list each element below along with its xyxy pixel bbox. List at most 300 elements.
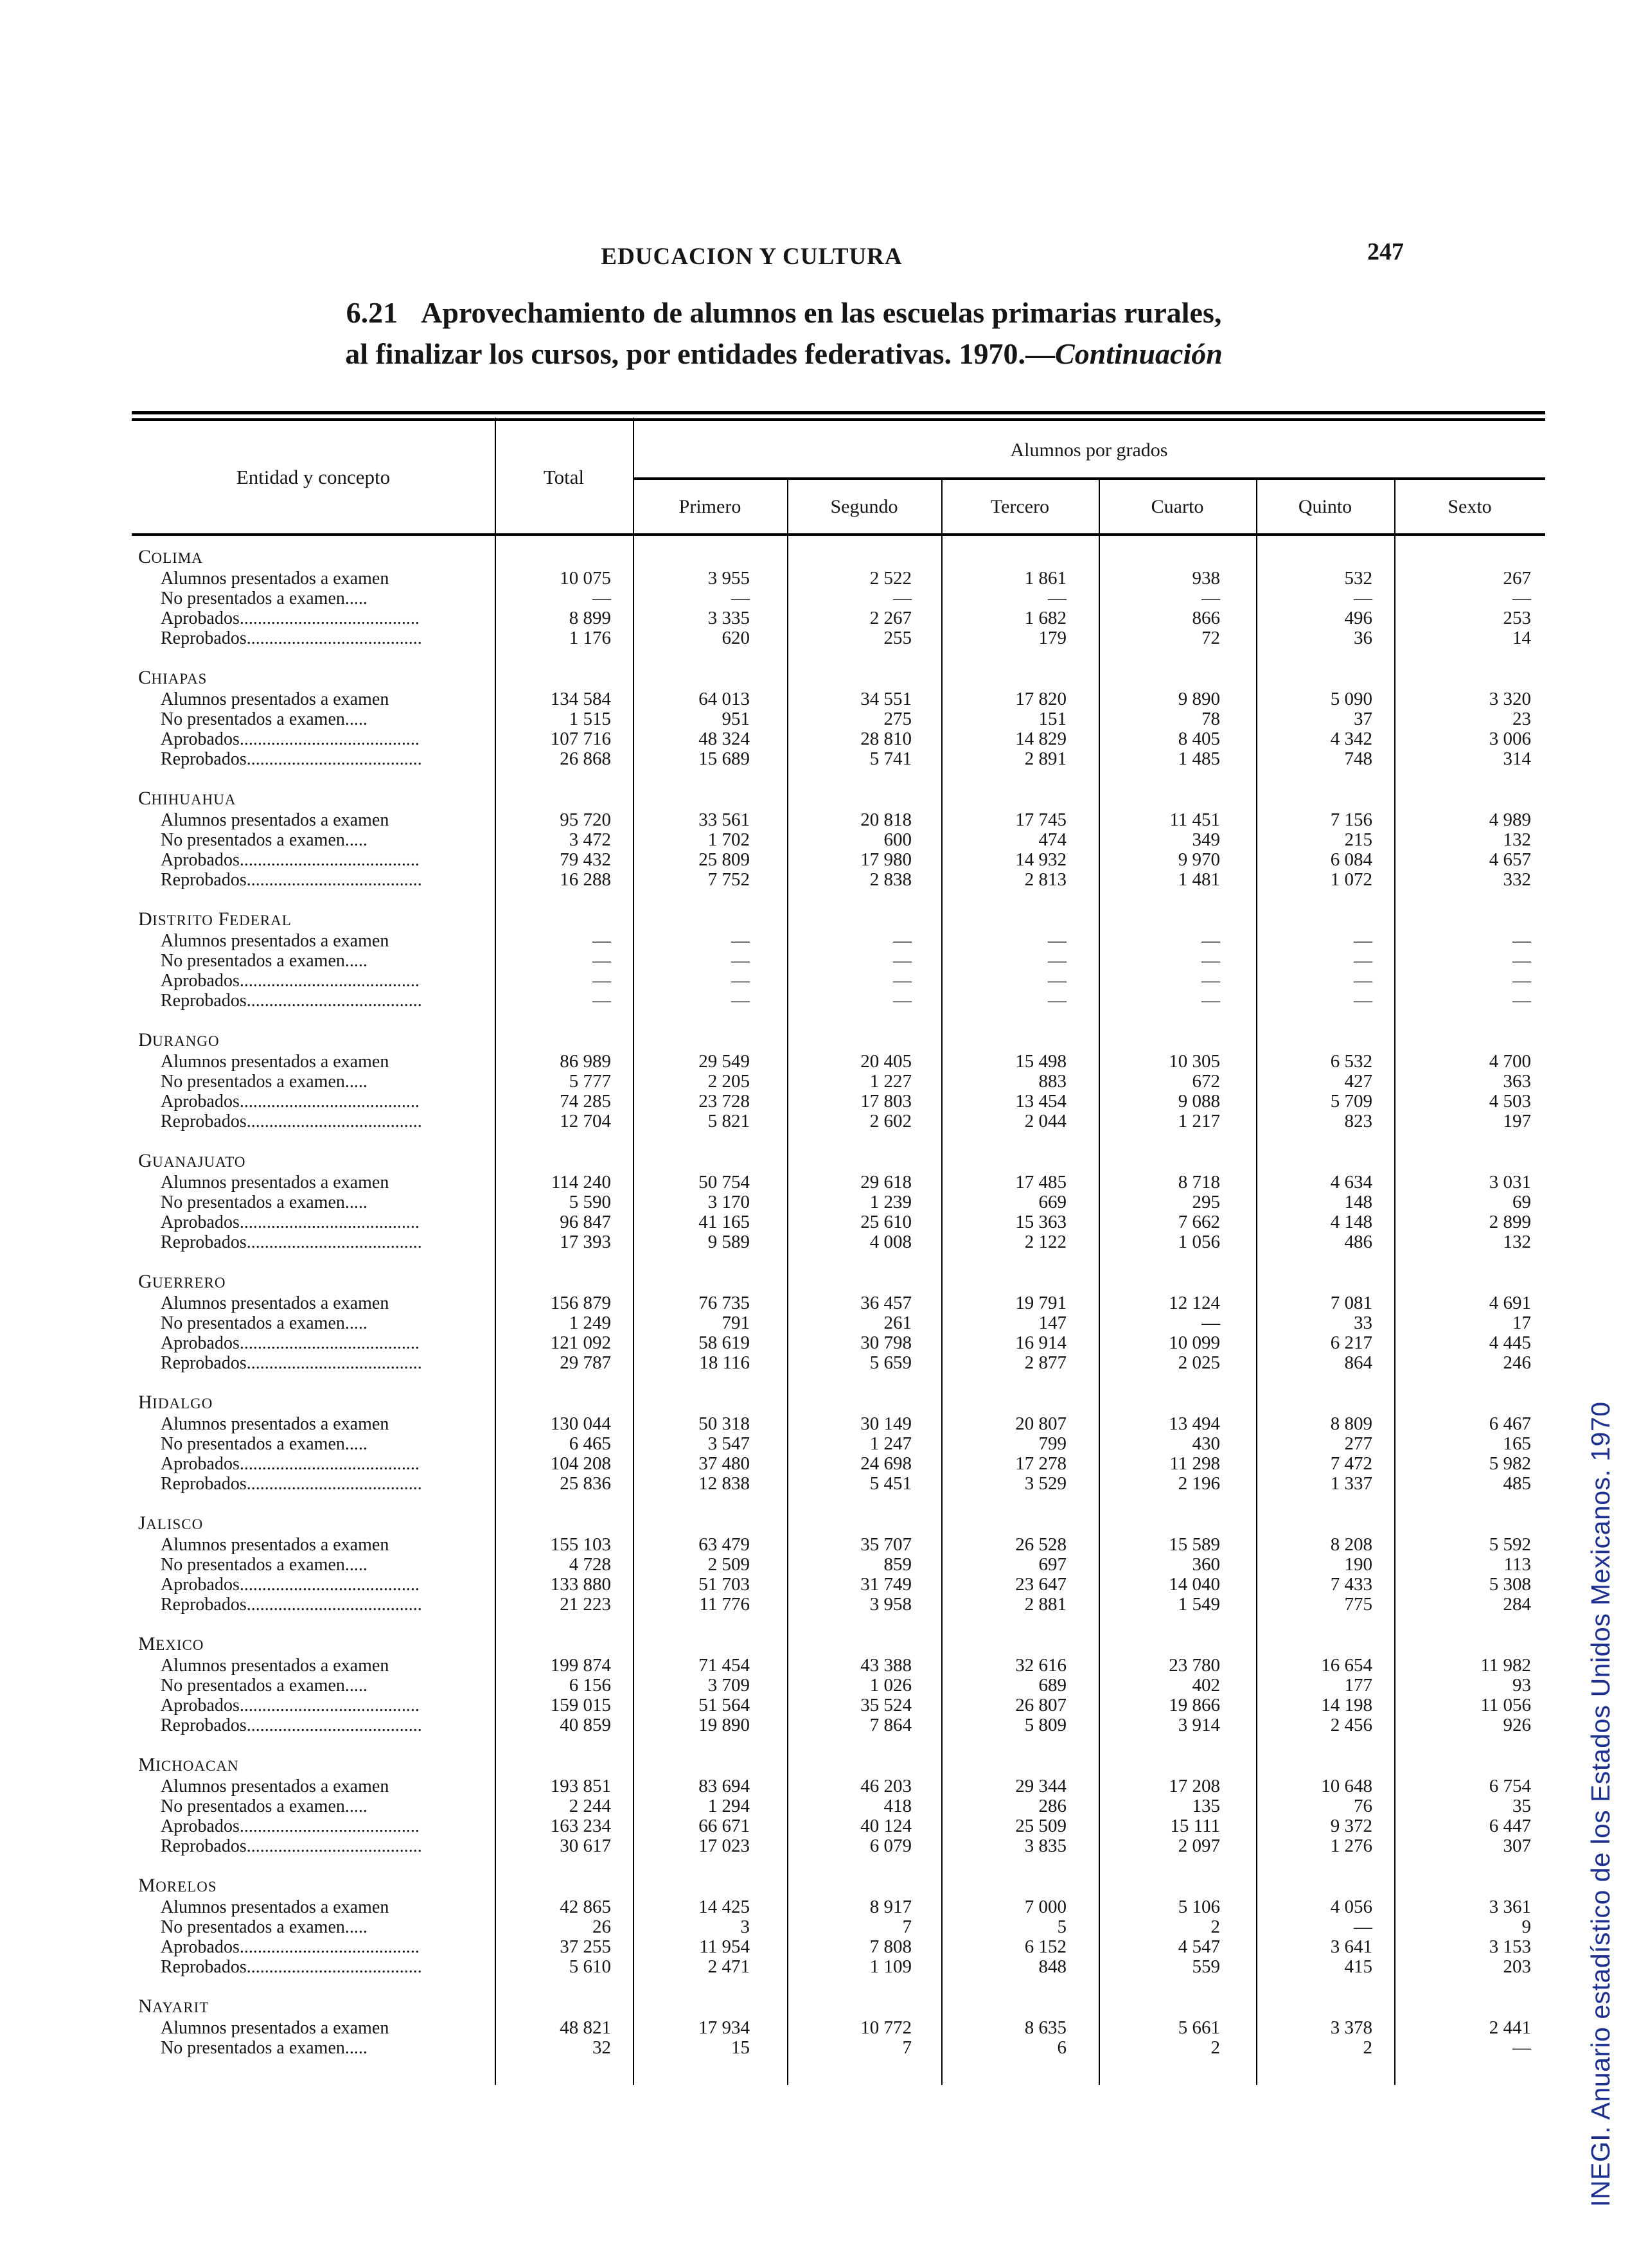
state-name: DURANGO	[138, 1029, 220, 1050]
grade-cell: 9 372	[1330, 1816, 1372, 1836]
grade-cell: 20 807	[1015, 1413, 1067, 1434]
grade-cell: 2 044	[1024, 1111, 1067, 1131]
grade-cell: 3 955	[707, 568, 750, 589]
grade-cell: 2 509	[707, 1554, 750, 1575]
state-name: DISTRITO FEDERAL	[138, 908, 292, 930]
grade-cell: 3 529	[1024, 1473, 1067, 1494]
table-row	[132, 1715, 1545, 1735]
grade-cell: 864	[1344, 1352, 1372, 1373]
grade-cell: 4 342	[1330, 729, 1372, 749]
grade-cell: 26 528	[1015, 1534, 1067, 1555]
total-cell: 17 393	[560, 1232, 611, 1252]
grade-cell: —	[1048, 990, 1067, 1011]
grade-cell: 8 809	[1330, 1413, 1372, 1434]
grade-cell: 6 217	[1330, 1333, 1372, 1353]
table-row	[132, 1192, 1545, 1212]
row-label: No presentados a examen.....	[161, 589, 368, 608]
grade-cell: 267	[1503, 568, 1531, 589]
grade-cell: 13 454	[1015, 1091, 1067, 1112]
grade-cell: —	[893, 950, 912, 971]
grade-cell: 15 498	[1015, 1051, 1067, 1072]
grade-cell: 2 471	[707, 1956, 750, 1977]
total-cell: 104 208	[550, 1453, 611, 1474]
grade-cell: 284	[1503, 1594, 1531, 1615]
total-cell: 79 432	[560, 849, 611, 870]
grade-cell: 17 278	[1015, 1453, 1067, 1474]
grade-cell: 669	[1038, 1192, 1067, 1212]
grade-cell: 1 217	[1178, 1111, 1220, 1131]
table-row	[132, 2038, 1545, 2058]
grade-cell: 5 659	[869, 1352, 912, 1373]
grade-cell: 2	[1210, 1917, 1220, 1937]
grade-cell: 40 124	[860, 1816, 912, 1836]
grade-cell: 6 532	[1330, 1051, 1372, 1072]
grade-cell: 427	[1344, 1071, 1372, 1092]
column-divider	[1256, 479, 1257, 2085]
grade-cell: 23 780	[1169, 1655, 1220, 1676]
grade-cell: —	[1512, 950, 1531, 971]
total-cell: 2 244	[569, 1796, 611, 1816]
grade-cell: 3 006	[1489, 729, 1531, 749]
table-row	[132, 1313, 1545, 1333]
row-label: Aprobados........................................	[161, 1937, 420, 1957]
column-group-header: Alumnos por grados	[1010, 439, 1168, 461]
grade-cell: 13 494	[1169, 1413, 1220, 1434]
grade-cell: 275	[883, 709, 912, 729]
grade-cell: 1 276	[1330, 1836, 1372, 1856]
grade-cell: 3 835	[1024, 1836, 1067, 1856]
grade-cell: 29 344	[1015, 1776, 1067, 1796]
row-label: Reprobados.......................................	[161, 628, 422, 648]
grade-cell: 50 754	[698, 1172, 750, 1192]
table-row	[132, 749, 1545, 769]
grade-cell: 5 982	[1489, 1453, 1531, 1474]
grade-cell: 277	[1344, 1433, 1372, 1454]
grade-cell: 748	[1344, 749, 1372, 769]
grade-cell: 3 914	[1178, 1715, 1220, 1735]
grade-cell: 25 610	[860, 1212, 912, 1232]
grade-cell: 64 013	[698, 689, 750, 709]
grade-cell: —	[1512, 970, 1531, 991]
grade-cell: 14	[1512, 628, 1531, 648]
total-cell: 5 610	[569, 1956, 611, 1977]
row-label: No presentados a examen.....	[161, 2038, 368, 2058]
grade-cell: 2 267	[869, 608, 912, 628]
grade-cell: 1 227	[869, 1071, 912, 1092]
grade-cell: 3 153	[1489, 1936, 1531, 1957]
grade-cell: 3 378	[1330, 2017, 1372, 2038]
grade-cell: 5 821	[707, 1111, 750, 1131]
grade-cell: —	[1201, 950, 1220, 971]
grade-cell: 16 654	[1321, 1655, 1372, 1676]
grade-cell: 7 433	[1330, 1574, 1372, 1595]
row-label: Reprobados.......................................	[161, 1715, 422, 1735]
grade-cell: 559	[1192, 1956, 1220, 1977]
grade-cell: 3 335	[707, 608, 750, 628]
state-block	[132, 1028, 1545, 1131]
grade-cell: —	[1354, 950, 1372, 971]
total-cell: 96 847	[560, 1212, 611, 1232]
row-label: Aprobados........................................	[161, 1816, 420, 1836]
grade-cell: 2	[1363, 2037, 1372, 2058]
total-cell: —	[592, 588, 611, 608]
grade-cell: 14 040	[1169, 1574, 1220, 1595]
row-label: Alumnos presentados a examen	[161, 1656, 389, 1676]
row-label: Alumnos presentados a examen	[161, 1776, 389, 1796]
table-row	[132, 870, 1545, 890]
grade-cell: 3 547	[707, 1433, 750, 1454]
grade-cell: 148	[1344, 1192, 1372, 1212]
total-cell: 156 879	[550, 1293, 611, 1313]
table-row	[132, 1454, 1545, 1474]
grade-cell: 7 752	[707, 869, 750, 890]
grade-cell: 2 122	[1024, 1232, 1067, 1252]
row-label: No presentados a examen.....	[161, 1676, 368, 1696]
row-label: Alumnos presentados a examen	[161, 689, 389, 709]
grade-cell: 11 954	[699, 1936, 750, 1957]
column-header-total: Total	[543, 465, 585, 488]
grade-cell: 1 109	[869, 1956, 912, 1977]
grade-cell: 37 480	[698, 1453, 750, 1474]
table-row	[132, 1173, 1545, 1192]
grade-cell: 620	[722, 628, 750, 648]
grade-cell: 78	[1201, 709, 1220, 729]
total-cell: 4 728	[569, 1554, 611, 1575]
grade-cell: 261	[883, 1313, 912, 1333]
row-label: Aprobados........................................	[161, 1333, 420, 1353]
table-row	[132, 1575, 1545, 1595]
row-label: No presentados a examen.....	[161, 951, 368, 971]
grade-cell: 17 485	[1015, 1172, 1067, 1192]
grade-cell: 689	[1038, 1675, 1067, 1696]
total-cell: 48 821	[560, 2017, 611, 2038]
grade-cell: 486	[1344, 1232, 1372, 1252]
grade-cell: —	[731, 588, 750, 608]
table-row	[132, 1796, 1545, 1816]
grade-cell: 1 239	[869, 1192, 912, 1212]
row-label: No presentados a examen.....	[161, 1072, 368, 1092]
row-label: Alumnos presentados a examen	[161, 931, 389, 951]
grade-cell: 19 791	[1015, 1293, 1067, 1313]
total-cell: 163 234	[550, 1816, 611, 1836]
grade-cell: 135	[1192, 1796, 1220, 1816]
grade-cell: 14 425	[698, 1897, 750, 1917]
row-label: Aprobados........................................	[161, 608, 420, 628]
continuation-label: Continuación	[1055, 337, 1223, 370]
state-block	[132, 1874, 1545, 1977]
grade-cell: 12 124	[1169, 1293, 1220, 1313]
total-cell: —	[592, 950, 611, 971]
table-row	[132, 1656, 1545, 1676]
grade-cell: 46 203	[860, 1776, 912, 1796]
grade-cell: 10 772	[860, 2017, 912, 2038]
column-header-primero: Primero	[678, 495, 741, 517]
row-label: Reprobados.......................................	[161, 749, 422, 769]
state-name: COLIMA	[138, 546, 203, 567]
grade-cell: 17 208	[1169, 1776, 1220, 1796]
table-row	[132, 589, 1545, 608]
grade-cell: 17	[1512, 1313, 1531, 1333]
total-cell: 26	[592, 1917, 611, 1937]
table-row	[132, 1676, 1545, 1696]
grade-cell: 7 864	[869, 1715, 912, 1735]
grade-cell: 2	[1210, 2037, 1220, 2058]
grade-cell: 11 298	[1169, 1453, 1220, 1474]
grade-cell: 76 735	[698, 1293, 750, 1313]
grade-cell: 9	[1521, 1917, 1531, 1937]
grade-cell: 7 000	[1024, 1897, 1067, 1917]
grade-cell: 23	[1512, 709, 1531, 729]
table-row	[132, 1917, 1545, 1937]
column-header-segundo: Segundo	[830, 495, 898, 517]
grade-cell: —	[731, 930, 750, 951]
grade-cell: 418	[883, 1796, 912, 1816]
grade-cell: 36 457	[860, 1293, 912, 1313]
grade-cell: —	[1048, 930, 1067, 951]
row-label: Aprobados........................................	[161, 971, 420, 991]
grade-cell: 25 809	[698, 849, 750, 870]
column-header-tercero: Tercero	[990, 495, 1050, 517]
grade-cell: 29 618	[860, 1172, 912, 1192]
grade-cell: 2 602	[869, 1111, 912, 1131]
grade-cell: 16 914	[1015, 1333, 1067, 1353]
grade-cell: 32 616	[1015, 1655, 1067, 1676]
grade-cell: 1 485	[1178, 749, 1220, 769]
grade-cell: 286	[1038, 1796, 1067, 1816]
grade-cell: 66 671	[698, 1816, 750, 1836]
grade-cell: 415	[1344, 1956, 1372, 1977]
total-cell: 37 255	[560, 1936, 611, 1957]
grade-cell: 30 798	[860, 1333, 912, 1353]
total-cell: 42 865	[560, 1897, 611, 1917]
column-divider	[633, 418, 634, 2085]
grade-cell: 93	[1512, 1675, 1531, 1696]
column-header-quinto: Quinto	[1298, 495, 1352, 517]
table-row	[132, 1434, 1545, 1454]
grade-cell: 132	[1503, 829, 1531, 850]
row-label: No presentados a examen.....	[161, 1192, 368, 1212]
grade-cell: 37	[1354, 709, 1372, 729]
grade-cell: 799	[1038, 1433, 1067, 1454]
grade-cell: 23 728	[698, 1091, 750, 1112]
grade-cell: 791	[722, 1313, 750, 1333]
total-cell: 8 899	[569, 608, 611, 628]
grade-cell: 349	[1192, 829, 1220, 850]
table-row	[132, 1212, 1545, 1232]
grade-cell: 1 337	[1330, 1473, 1372, 1494]
grade-cell: 1 481	[1178, 869, 1220, 890]
table-row	[132, 1897, 1545, 1917]
grade-cell: 1 682	[1024, 608, 1067, 628]
state-name: JALISCO	[138, 1512, 204, 1534]
total-cell: —	[592, 970, 611, 991]
grade-cell: —	[1512, 990, 1531, 1011]
table-row	[132, 850, 1545, 870]
grade-cell: 1 056	[1178, 1232, 1220, 1252]
state-name: MICHOACAN	[138, 1754, 239, 1775]
grade-cell: 51 564	[698, 1695, 750, 1715]
grade-cell: 5 709	[1330, 1091, 1372, 1112]
grade-cell: —	[731, 970, 750, 991]
row-label: Alumnos presentados a examen	[161, 1897, 389, 1917]
grade-cell: 8 718	[1178, 1172, 1220, 1192]
row-label: Reprobados.......................................	[161, 1836, 422, 1856]
grade-cell: —	[893, 930, 912, 951]
grade-cell: 11 056	[1480, 1695, 1531, 1715]
grade-cell: 5 106	[1178, 1897, 1220, 1917]
grade-cell: 5 809	[1024, 1715, 1067, 1735]
state-block	[132, 1994, 1545, 2058]
state-name: CHIHUAHUA	[138, 788, 236, 809]
grade-cell: 197	[1503, 1111, 1531, 1131]
grade-cell: 2 899	[1489, 1212, 1531, 1232]
top-double-rule	[132, 411, 1545, 421]
state-block	[132, 1753, 1545, 1856]
grade-cell: 485	[1503, 1473, 1531, 1494]
state-block	[132, 907, 1545, 1011]
row-label: Alumnos presentados a examen	[161, 1293, 389, 1313]
grade-cell: 11 776	[699, 1594, 750, 1615]
grade-cell: 8 405	[1178, 729, 1220, 749]
grade-cell: 26 807	[1015, 1695, 1067, 1715]
total-cell: 25 836	[560, 1473, 611, 1494]
grade-cell: 4 700	[1489, 1051, 1531, 1072]
table-row	[132, 628, 1545, 648]
grade-cell: 5	[1057, 1917, 1067, 1937]
grade-cell: 177	[1344, 1675, 1372, 1696]
total-cell: 121 092	[550, 1333, 611, 1353]
table-row	[132, 1112, 1545, 1131]
grade-cell: 823	[1344, 1111, 1372, 1131]
table-row	[132, 991, 1545, 1011]
total-cell: 12 704	[560, 1111, 611, 1131]
row-label: Alumnos presentados a examen	[161, 569, 389, 589]
grade-cell: 3	[740, 1917, 750, 1937]
grade-cell: 43 388	[860, 1655, 912, 1676]
grade-cell: 31 749	[860, 1574, 912, 1595]
total-cell: —	[592, 930, 611, 951]
total-cell: 5 590	[569, 1192, 611, 1212]
table-row	[132, 1816, 1545, 1836]
table-row	[132, 1595, 1545, 1615]
row-label: No presentados a examen.....	[161, 709, 368, 729]
grade-cell: —	[1201, 990, 1220, 1011]
total-cell: 1 515	[569, 709, 611, 729]
grade-cell: 246	[1503, 1352, 1531, 1373]
grade-cell: 1 026	[869, 1675, 912, 1696]
grade-cell: 9 890	[1178, 689, 1220, 709]
row-label: Reprobados.......................................	[161, 1957, 422, 1977]
column-divider	[495, 418, 496, 2085]
total-cell: 6 156	[569, 1675, 611, 1696]
grade-cell: 15 589	[1169, 1534, 1220, 1555]
grade-cell: 19 866	[1169, 1695, 1220, 1715]
state-name: HIDALGO	[138, 1392, 213, 1413]
column-divider	[787, 479, 788, 2085]
grade-cell: 2 456	[1330, 1715, 1372, 1735]
row-label: No presentados a examen.....	[161, 1796, 368, 1816]
total-cell: 193 851	[550, 1776, 611, 1796]
total-cell: 30 617	[560, 1836, 611, 1856]
table-row	[132, 810, 1545, 830]
state-name: NAYARIT	[138, 1996, 209, 2017]
table-row	[132, 729, 1545, 749]
grade-cell: 360	[1192, 1554, 1220, 1575]
grade-cell: 72	[1201, 628, 1220, 648]
state-name: MEXICO	[138, 1633, 204, 1654]
page-header: EDUCACION Y CULTURA	[601, 244, 903, 270]
grade-cell: 50 318	[698, 1413, 750, 1434]
state-block	[132, 1149, 1545, 1252]
grade-cell: 25 509	[1015, 1816, 1067, 1836]
grade-cell: 9 970	[1178, 849, 1220, 870]
grade-cell: 76	[1354, 1796, 1372, 1816]
grade-cell: 859	[883, 1554, 912, 1575]
grade-cell: 332	[1503, 869, 1531, 890]
grade-cell: 1 549	[1178, 1594, 1220, 1615]
grade-cell: 5 592	[1489, 1534, 1531, 1555]
state-name: CHIAPAS	[138, 667, 208, 688]
row-label: Aprobados........................................	[161, 850, 420, 870]
table-row	[132, 1836, 1545, 1856]
table-header	[132, 421, 1545, 533]
grade-cell: 8 917	[869, 1897, 912, 1917]
total-cell: 199 874	[550, 1655, 611, 1676]
state-block	[132, 1390, 1545, 1494]
grade-cell: 1 072	[1330, 869, 1372, 890]
grade-cell: —	[1048, 950, 1067, 971]
table-row	[132, 1535, 1545, 1555]
table-row	[132, 709, 1545, 729]
total-cell: 159 015	[550, 1695, 611, 1715]
grade-cell: 7 472	[1330, 1453, 1372, 1474]
grade-cell: 926	[1503, 1715, 1531, 1735]
page-number: 247	[1367, 238, 1404, 265]
total-cell: 133 880	[550, 1574, 611, 1595]
grade-cell: 3 709	[707, 1675, 750, 1696]
grade-cell: 10 648	[1321, 1776, 1372, 1796]
grade-cell: —	[731, 990, 750, 1011]
grade-cell: 4 445	[1489, 1333, 1531, 1353]
grade-cell: 6 754	[1489, 1776, 1531, 1796]
grade-cell: 4 691	[1489, 1293, 1531, 1313]
grade-cell: 35 524	[860, 1695, 912, 1715]
grade-cell: 20 818	[860, 810, 912, 830]
grade-cell: 35 707	[860, 1534, 912, 1555]
grade-cell: 19 890	[698, 1715, 750, 1735]
grade-cell: 17 803	[860, 1091, 912, 1112]
grade-cell: 1 702	[707, 829, 750, 850]
grade-cell: 2 097	[1178, 1836, 1220, 1856]
grade-cell: 5 661	[1178, 2017, 1220, 2038]
grade-cell: 15 111	[1170, 1816, 1220, 1836]
grade-cell: 20 405	[860, 1051, 912, 1072]
grade-cell: 314	[1503, 749, 1531, 769]
grade-cell: 5 451	[869, 1473, 912, 1494]
grade-cell: —	[1512, 930, 1531, 951]
grade-cell: —	[731, 950, 750, 971]
inegi-watermark: INEGI. Anuario estadístico de los Estados Unidos Mexicanos. 1970	[1586, 1401, 1615, 2207]
grade-cell: 179	[1038, 628, 1067, 648]
grade-cell: 58 619	[698, 1333, 750, 1353]
table-title-text: Aprovechamiento de alumnos en las escuelas primarias rurales,	[421, 296, 1222, 329]
grade-cell: 3 031	[1489, 1172, 1531, 1192]
column-header-entity: Entidad y concepto	[236, 465, 391, 488]
grade-cell: 11 982	[1480, 1655, 1531, 1676]
row-label: No presentados a examen.....	[161, 1434, 368, 1454]
table-row	[132, 1232, 1545, 1252]
table-row	[132, 569, 1545, 589]
